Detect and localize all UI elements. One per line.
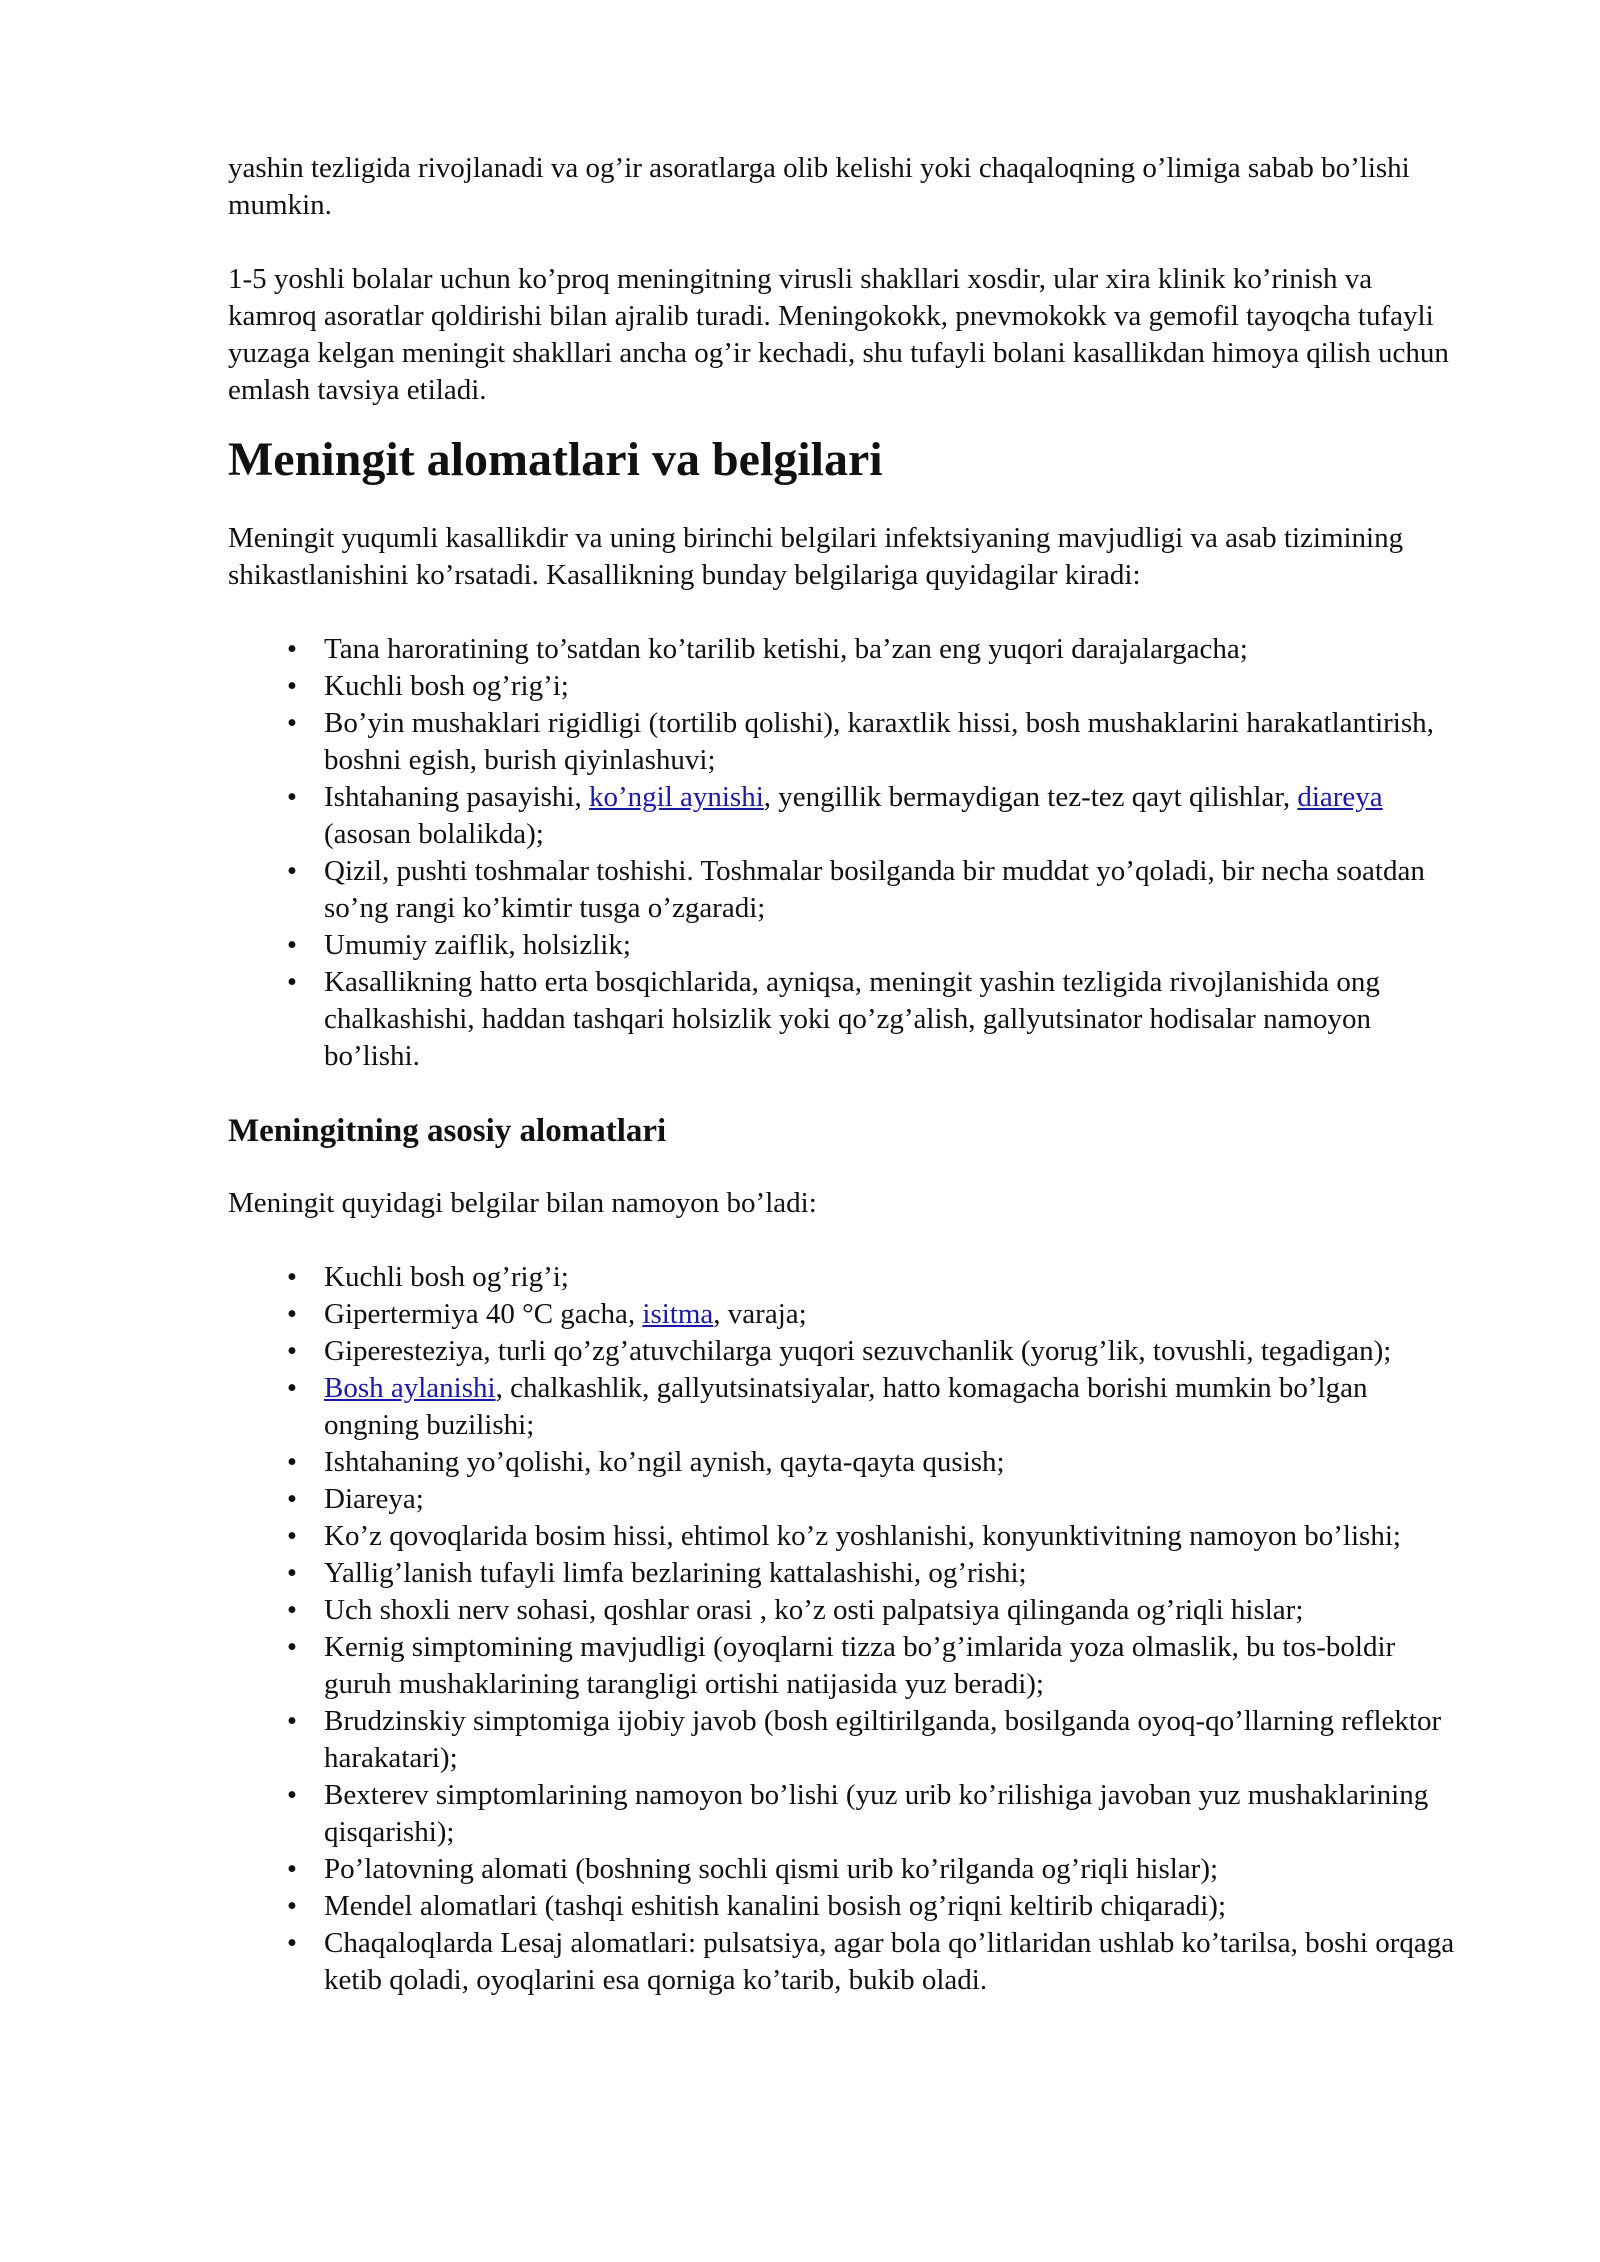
section2-intro: Meningit quyidagi belgilar bilan namoyon bo’ladi: xyxy=(228,1187,817,1219)
bullet-icon: • xyxy=(286,781,298,813)
list-item: • Kuchli bosh og’rig’i; xyxy=(228,668,1458,705)
symptoms-list-2 xyxy=(228,1259,1458,1999)
list-item: • Kernig simptomining mavjudligi (oyoqlarni tizza bo’g’imlarida yoza olmaslik, bu tos-boldir guruh mushaklarining tarangligi ortishi natijasida yuz beradi); xyxy=(228,1629,1458,1703)
list-item: • Kasallikning hatto erta bosqichlarida, ayniqsa, meningit yashin tezligida rivojlanishida ong chalkashishi, haddan tashqari holsizlik yoki qo’zg’alish, gallyutsinator hodisalar namoyon bo’lishi. xyxy=(228,964,1458,1075)
bullet-icon: • xyxy=(286,855,298,887)
list-item: • Bexterev simptomlarining namoyon bo’lishi (yuz urib ko’rilishiga javoban yuz mushaklarining qisqarishi); xyxy=(228,1777,1458,1851)
list-item: • Gipertermiya 40 °C gacha, isitma, varaja; xyxy=(228,1296,1458,1333)
bullet-icon: • xyxy=(286,1335,298,1367)
bullet-icon: • xyxy=(286,1853,298,1885)
bullet-icon: • xyxy=(286,1520,298,1552)
bullet-icon: • xyxy=(286,1557,298,1589)
link-diarrhea[interactable]: diareya xyxy=(1297,781,1383,813)
bullet-icon: • xyxy=(286,1261,298,1293)
list-item: • Uch shoxli nerv sohasi, qoshlar orasi , ko’z osti palpatsiya qilinganda og’riqli hislar; xyxy=(228,1592,1458,1629)
list-item: • Chaqaloqlarda Lesaj alomatlari: pulsatsiya, agar bola qo’litlaridan ushlab ko’tarilsa, boshi orqaga ketib qoladi, oyoqlarini esa qorniga ko’tarib, bukib oladi. xyxy=(228,1925,1458,1999)
list-item: • Po’latovning alomati (boshning sochli qismi urib ko’rilganda og’riqli hislar); xyxy=(228,1851,1458,1888)
bullet-icon: • xyxy=(286,1372,298,1404)
list-item: • Ko’z qovoqlarida bosim hissi, ehtimol ko’z yoshlanishi, konyunktivitning namoyon bo’lishi; xyxy=(228,1518,1458,1555)
list-item: • Kuchli bosh og’rig’i; xyxy=(228,1259,1458,1296)
heading-main-symptoms: Meningitning asosiy alomatlari xyxy=(228,1113,667,1149)
paragraph-children-meningitis: 1-5 yoshli bolalar uchun ko’proq meningitning virusli shakllari xosdir, ular xira klinik ko’rinish va kamroq asoratlar qoldirishi bilan ajralib turadi. Meningokokk, pnevmokokk va gemofil tayoqcha tufayli yuzaga kelgan meningit shakllari ancha og’ir kechadi, shu tufayli bolani kasallikdan himoya qilish uchun emlash tavsiya etiladi. xyxy=(228,263,1449,406)
list-item: • Bosh aylanishi, chalkashlik, gallyutsinatsiyalar, hatto komagacha borishi mumkin bo’lgan ongning buzilishi; xyxy=(228,1370,1458,1444)
list-item: • Yallig’lanish tufayli limfa bezlarining kattalashishi, og’rishi; xyxy=(228,1555,1458,1592)
bullet-icon: • xyxy=(286,670,298,702)
link-dizziness[interactable]: Bosh aylanishi xyxy=(324,1372,496,1404)
bullet-icon: • xyxy=(286,1631,298,1663)
bullet-icon: • xyxy=(286,633,298,665)
bullet-icon: • xyxy=(286,1446,298,1478)
bullet-icon: • xyxy=(286,1705,298,1737)
list-item: • Diareya; xyxy=(228,1481,1458,1518)
bullet-icon: • xyxy=(286,1483,298,1515)
list-item: • Mendel alomatlari (tashqi eshitish kanalini bosish og’riqni keltirib chiqaradi); xyxy=(228,1888,1458,1925)
list-item: • Brudzinskiy simptomiga ijobiy javob (bosh egiltirilganda, bosilganda oyoq-qo’llarning reflektor harakatari); xyxy=(228,1703,1458,1777)
list-item: • Qizil, pushti toshmalar toshishi. Toshmalar bosilganda bir muddat yo’qoladi, bir necha soatdan so’ng rangi ko’kimtir tusga o’zgaradi; xyxy=(228,853,1458,927)
symptoms-list-1 xyxy=(228,631,1458,1075)
list-item: • Umumiy zaiflik, holsizlik; xyxy=(228,927,1458,964)
list-item: • Giperesteziya, turli qo’zg’atuvchilarga yuqori sezuvchanlik (yorug’lik, tovushli, tegadigan); xyxy=(228,1333,1458,1370)
link-fever[interactable]: isitma xyxy=(642,1298,714,1330)
bullet-icon: • xyxy=(286,1779,298,1811)
section1-intro: Meningit yuqumli kasallikdir va uning birinchi belgilari infektsiyaning mavjudligi va asab tizimining shikastlanishini ko’rsatadi. Kasallikning bunday belgilariga quyidagilar kiradi: xyxy=(228,522,1404,591)
link-nausea[interactable]: ko’ngil aynishi xyxy=(588,781,764,813)
heading-symptoms-and-signs: Meningit alomatlari va belgilari xyxy=(228,433,883,486)
bullet-icon: • xyxy=(286,966,298,998)
paragraph-continuation: yashin tezligida rivojlanadi va og’ir asoratlarga olib kelishi yoki chaqaloqning o’limiga sabab bo’lishi mumkin. xyxy=(228,152,1410,221)
list-item: • Bo’yin mushaklari rigidligi (tortilib qolishi), karaxtlik hissi, bosh mushaklarini harakatlantirish, boshni egish, burish qiyinlashuvi; xyxy=(228,705,1458,779)
list-item: • Ishtahaning yo’qolishi, ko’ngil aynish, qayta-qayta qusish; xyxy=(228,1444,1458,1481)
bullet-icon: • xyxy=(286,1594,298,1626)
list-item: • Ishtahaning pasayishi, ko’ngil aynishi, yengillik bermaydigan tez-tez qayt qilishlar, diareya (asosan bolalikda); xyxy=(228,779,1458,853)
bullet-icon: • xyxy=(286,1890,298,1922)
bullet-icon: • xyxy=(286,1927,298,1959)
bullet-icon: • xyxy=(286,707,298,739)
bullet-icon: • xyxy=(286,929,298,961)
list-item: • Tana haroratining to’satdan ko’tarilib ketishi, ba’zan eng yuqori darajalargacha; xyxy=(228,631,1458,668)
document-page xyxy=(228,150,1458,1999)
bullet-icon: • xyxy=(286,1298,298,1330)
